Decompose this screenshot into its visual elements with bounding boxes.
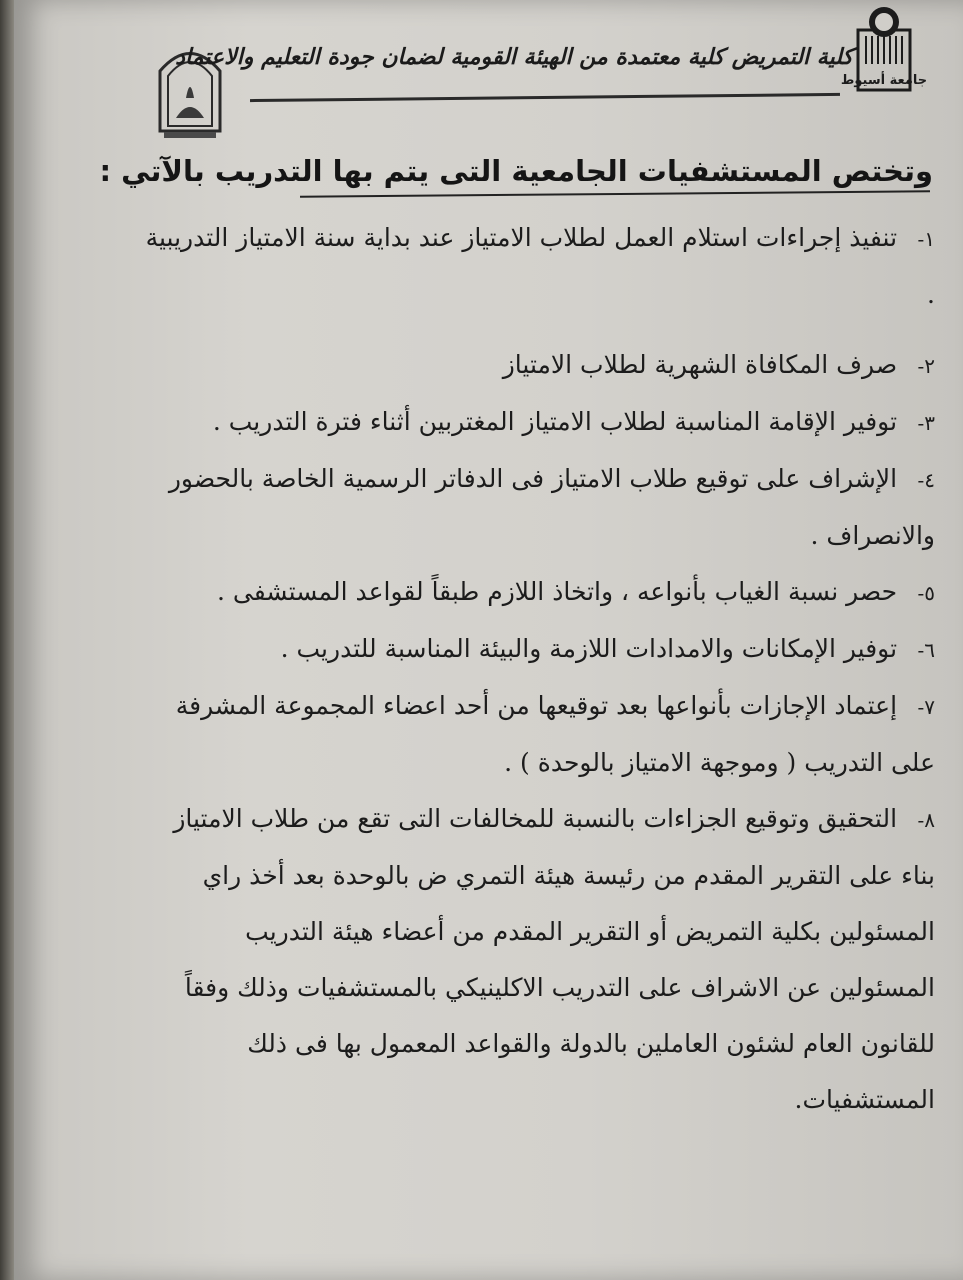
item-number: ٦-	[917, 638, 935, 662]
item-number: ٧-	[917, 695, 935, 719]
list-item	[135, 394, 935, 451]
item-text: توفير الإقامة المناسبة لطلاب الامتياز المغتربين أثناء فترة التدريب .	[212, 407, 898, 436]
item-text: الإشراف على توقيع طلاب الامتياز فى الدفاتر الرسمية الخاصة بالحضور والانصراف .	[168, 464, 935, 550]
list-item	[135, 621, 935, 678]
binding-edge	[0, 0, 14, 1280]
item-number: ٥-	[917, 581, 935, 605]
item-number: ٢-	[917, 354, 935, 378]
list-item	[135, 337, 935, 394]
header-title: كلية التمريض كلية معتمدة من الهيئة القومية لضمان جودة التعليم والاعتماد	[175, 44, 853, 70]
list-item	[135, 678, 935, 791]
item-text: التحقيق وتوقيع الجزاءات بالنسبة للمخالفات التى تقع من طلاب الامتياز بناء على التقرير المقدم من رئيسة هيئة التمري ض بالوحدة بعد أخذ راي المسئولين بكلية التمريض أو التقرير المقدم من أعضاء هيئة التدريب المسئولين عن الاشراف على التدريب الاكلينيكي بالمستشفيات وذلك وفقاً للقانون العام لشئون العاملين بالدولة والقواعد المعمول بها فى ذلك المستشفيات.	[173, 804, 935, 1114]
logo-text: جامعة أسيوط	[840, 73, 928, 88]
item-text: تنفيذ إجراءات استلام العمل لطلاب الامتياز عند بداية سنة الامتياز التدريبية .	[145, 223, 935, 309]
item-number: ١-	[917, 227, 935, 251]
list-item	[135, 564, 935, 621]
list-item	[135, 791, 935, 1128]
university-logo-icon	[840, 2, 928, 94]
item-number: ٤-	[917, 468, 935, 492]
list-item	[135, 210, 935, 323]
item-text: توفير الإمكانات والامدادات اللازمة والبيئة المناسبة للتدريب .	[280, 634, 898, 663]
item-text: إعتماد الإجازات بأنواعها بعد توقيعها من أحد اعضاء المجموعة المشرفة على التدريب ( وموجهة الامتياز بالوحدة ) .	[175, 691, 935, 777]
duties-list	[135, 210, 935, 1128]
item-number: ٨-	[917, 808, 935, 832]
item-text: حصر نسبة الغياب بأنواعه ، واتخاذ اللازم طبقاً لقواعد المستشفى .	[216, 577, 898, 606]
item-text: صرف المكافاة الشهرية لطلاب الامتياز	[502, 350, 898, 379]
list-item	[135, 451, 935, 564]
item-number: ٣-	[917, 411, 935, 435]
section-heading: وتختص المستشفيات الجامعية التى يتم بها التدريب بالآتي :	[99, 154, 933, 188]
